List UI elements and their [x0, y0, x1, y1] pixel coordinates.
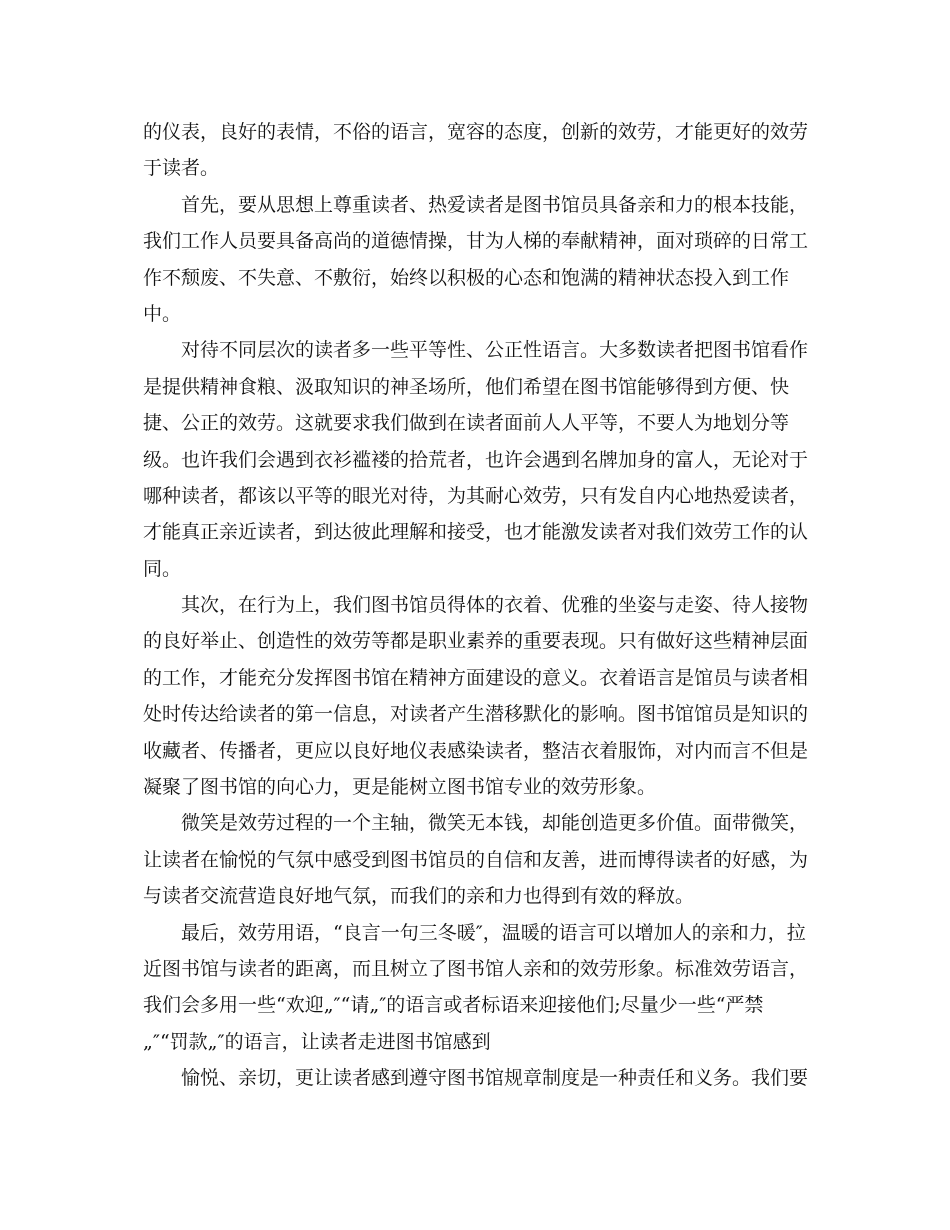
text-line: 最后，效劳用语，“良言一句三冬暖″，温暖的语言可以增加人的亲和力，拉 [181, 921, 806, 944]
text-line: 让读者在愉悦的气氛中感受到图书馆员的自信和友善，进而博得读者的好感，为 [143, 848, 809, 871]
text-line: 我们会多用一些“欢迎„″“请„″的语言或者标语来迎接他们;尽量少一些“严禁 [143, 994, 764, 1017]
text-line: 愉悦、亲切，更让读者感到遵守图书馆规章制度是一种责任和义务。我们要 [181, 1067, 809, 1090]
text-line: 同。 [143, 557, 182, 580]
text-line: 微笑是效劳过程的一个主轴，微笑无本钱，却能创造更多价值。面带微笑， [181, 812, 809, 835]
text-line: 其次，在行为上，我们图书馆员得体的衣着、优雅的坐姿与走姿、待人接物 [181, 594, 809, 617]
text-line: 哪种读者，都该以平等的眼光对待，为其耐心效劳，只有发自内心地热爱读者， [143, 484, 809, 507]
text-line: 中。 [143, 302, 182, 325]
text-line: 的仪表，良好的表情，不俗的语言，宽容的态度，创新的效劳，才能更好的效劳 [143, 121, 809, 143]
text-line: 的工作，才能充分发挥图书馆在精神方面建设的意义。衣着语言是馆员与读者相 [143, 666, 809, 689]
text-line: 的良好举止、创造性的效劳等都是职业素养的重要表现。只有做好这些精神层面 [143, 630, 809, 653]
text-line: 于读者。 [143, 157, 220, 180]
text-line: 才能真正亲近读者，到达彼此理解和接受，也才能激发读者对我们效劳工作的认 [143, 521, 809, 544]
text-line: 作不颓废、不失意、不敷衍，始终以积极的心态和饱满的精神状态投入到工作 [143, 266, 790, 289]
text-line: 对待不同层次的读者多一些平等性、公正性语言。大多数读者把图书馆看作 [181, 339, 809, 362]
text-line: 捷、公正的效劳。这就要求我们做到在读者面前人人平等，不要人为地划分等 [143, 412, 790, 435]
text-line: 近图书馆与读者的距离，而且树立了图书馆人亲和的效劳形象。标准效劳语言， [143, 957, 809, 980]
text-line: 处时传达给读者的第一信息，对读者产生潜移默化的影响。图书馆馆员是知识的 [143, 703, 809, 726]
text-line: 级。也许我们会遇到衣衫褴褛的拾荒者，也许会遇到名牌加身的富人，无论对于 [143, 448, 809, 471]
text-line: 凝聚了图书馆的向心力，更是能树立图书馆专业的效劳形象。 [143, 776, 657, 799]
text-line: 我们工作人员要具备高尚的道德情操，甘为人梯的奉献精神，面对琐碎的日常工 [143, 230, 809, 253]
text-line: 收藏者、传播者，更应以良好地仪表感染读者，整洁衣着服饰，对内而言不但是 [143, 739, 809, 762]
document-body [143, 114, 823, 1097]
text-line: „″“罚款„″的语言，让读者走进图书馆感到 [143, 1030, 491, 1053]
text-line: 首先，要从思想上尊重读者、热爱读者是图书馆员具备亲和力的根本技能， [181, 193, 809, 216]
text-line: 与读者交流营造良好地气氛，而我们的亲和力也得到有效的释放。 [143, 885, 695, 908]
text-line: 是提供精神食粮、汲取知识的神圣场所，他们希望在图书馆能够得到方便、快 [143, 375, 790, 398]
